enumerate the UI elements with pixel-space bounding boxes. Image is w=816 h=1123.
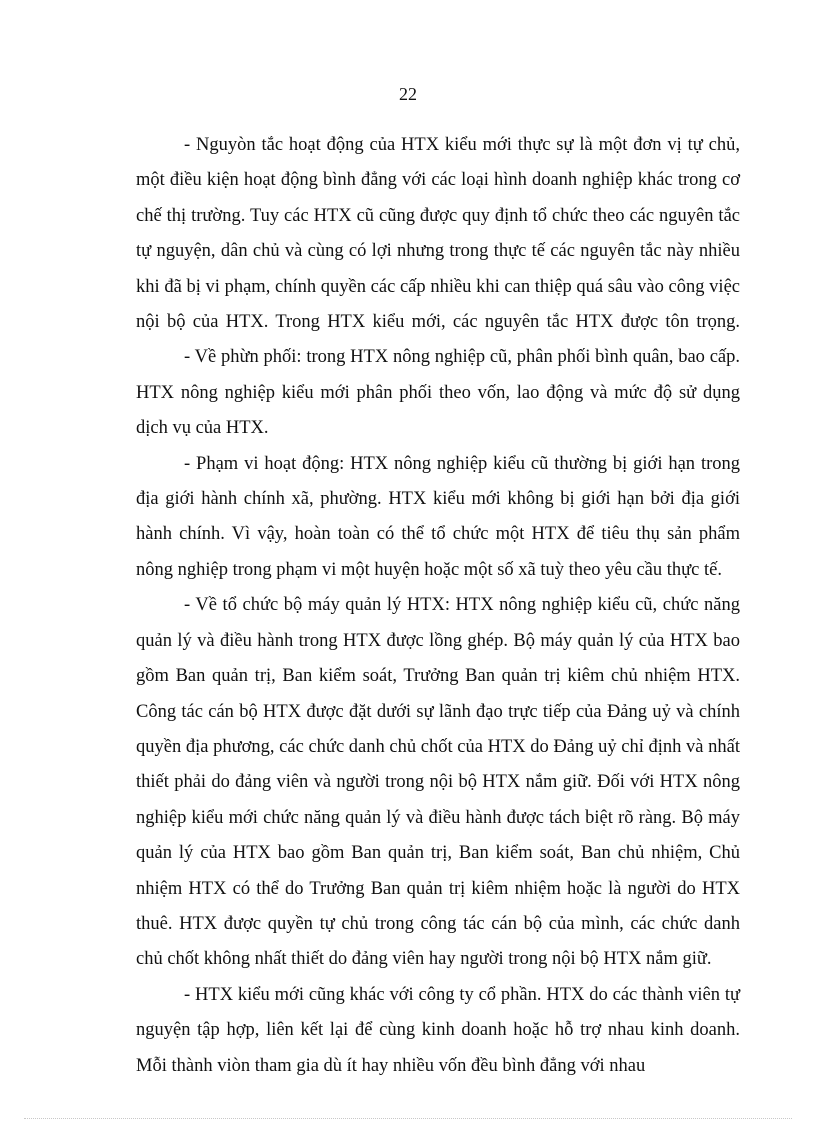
paragraph-joint-stock: - HTX kiểu mới cũng khác với công ty cổ phần. HTX do các thành viên tự nguyện tập hợp, liên kết lại để cùng kinh doanh hoặc hỗ trợ nhau kinh doanh. Mỗi thành viòn tham gia dù ít hay nhiều vốn đều bình đẳng với nhau: [136, 984, 740, 1076]
paragraph-scope: - Phạm vi hoạt động: HTX nông nghiệp kiểu cũ thường bị giới hạn trong địa giới hành chính xã, phường. HTX kiểu mới không bị giới hạn bởi địa giới hành chính. Vì vậy, hoàn toàn có thể tổ chức một HTX để tiêu thụ sản phẩm nông nghiệp trong phạm vi một huyện hoặc một số xã tuỳ theo yêu cầu thực tế.: [136, 453, 740, 580]
body-text: [136, 128, 740, 1084]
paragraph-principles: - Nguyòn tắc hoạt động của HTX kiểu mới thực sự là một đơn vị tự chủ, một điều kiện hoạt động bình đẳng với các loại hình doanh nghiệp khác trong cơ chế thị trường. Tuy các HTX cũ cũng được quy định tổ chức theo các nguyên tắc tự nguyện, dân chủ và cùng có lợi nhưng trong thực tế các nguyên tắc này nhiều khi đã bị vi phạm, chính quyền các cấp nhiều khi can thiệp quá sâu vào công việc nội bộ của HTX. Trong HTX kiểu mới, các nguyên tắc HTX được tôn trọng.: [136, 135, 740, 333]
paragraph-management: - Về tổ chức bộ máy quản lý HTX: HTX nông nghiệp kiểu cũ, chức năng quản lý và điều hành trong HTX được lồng ghép. Bộ máy quản lý của HTX bao gồm Ban quản trị, Ban kiểm soát, Trưởng Ban quản trị kiêm chủ nhiệm HTX. Công tác cán bộ HTX được đặt dưới sự lãnh đạo trực tiếp của Đảng uỷ và chính quyền địa phương, các chức danh chủ chốt của HTX do Đảng uỷ chỉ định và nhất thiết phải do đảng viên và người trong nội bộ HTX nắm giữ. Đối với HTX nông nghiệp kiểu mới chức năng quản lý và điều hành được tách biệt rõ ràng. Bộ máy quản lý của HTX bao gồm Ban quản trị, Ban kiểm soát, Ban chủ nhiệm, Chủ nhiệm HTX có thể do Trưởng Ban quản trị kiêm nhiệm hoặc là người do HTX thuê. HTX được quyền tự chủ trong công tác cán bộ của mình, các chức danh chủ chốt không nhất thiết do đảng viên hay người trong nội bộ HTX nắm giữ.: [136, 595, 740, 970]
bottom-rule: [24, 1118, 792, 1119]
paragraph-distribution: - Về phừn phối: trong HTX nông nghiệp cũ, phân phối bình quân, bao cấp. HTX nông nghiệp kiểu mới phân phối theo vốn, lao động và mức độ sử dụng dịch vụ của HTX.: [136, 347, 740, 439]
page-number: 22: [399, 84, 417, 104]
